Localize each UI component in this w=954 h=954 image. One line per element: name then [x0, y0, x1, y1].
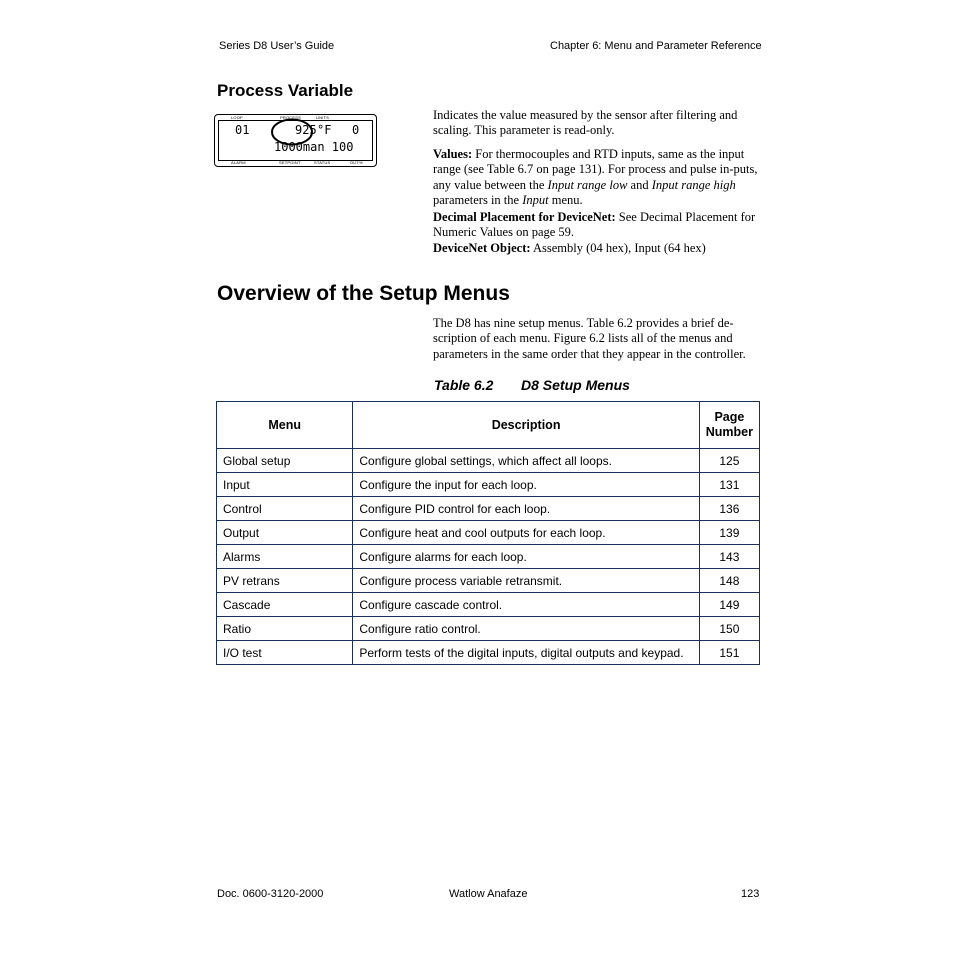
- column-header-description: Description: [353, 402, 699, 449]
- cell-menu: Cascade: [217, 593, 353, 617]
- cell-description: Configure cascade control.: [353, 593, 699, 617]
- controller-display-figure: [214, 114, 377, 167]
- pv-description: Indicates the value measured by the sensor after filtering and scaling. This parameter is read-only.: [433, 108, 738, 138]
- display-label-units: UNITS: [316, 115, 329, 120]
- cell-page-number: 148: [699, 569, 759, 593]
- cell-description: Configure process variable retransmit.: [353, 569, 699, 593]
- display-label-setpoint: SETPOINT: [279, 160, 301, 165]
- running-header-left: Series D8 User’s Guide: [219, 40, 335, 52]
- overview-paragraph: The D8 has nine setup menus. Table 6.2 provides a brief de-scription of each menu. Figure 6.2 lists all of the menus and parameters in the same order that they appear in the controller.: [433, 316, 746, 361]
- table-row: [217, 569, 760, 593]
- cell-description: Configure ratio control.: [353, 617, 699, 641]
- cell-menu: Alarms: [217, 545, 353, 569]
- table-row: [217, 449, 760, 473]
- pv-decimal-paragraph: [433, 210, 769, 241]
- cell-description: Configure alarms for each loop.: [353, 545, 699, 569]
- values-text-and: and: [627, 177, 652, 192]
- cell-description: Configure global settings, which affect all loops.: [353, 449, 699, 473]
- display-units: °F: [317, 123, 332, 137]
- cell-description: Perform tests of the digital inputs, digital outputs and keypad.: [353, 641, 699, 665]
- cell-page-number: 143: [699, 545, 759, 569]
- display-label-out: OUT%: [350, 160, 363, 165]
- table-row: [217, 593, 760, 617]
- overview-heading: Overview of the Setup Menus: [217, 282, 510, 305]
- values-text-menu: menu.: [548, 193, 583, 208]
- table-caption: [434, 377, 630, 393]
- process-variable-heading: Process Variable: [217, 81, 354, 100]
- display-process-value: 925: [295, 123, 317, 137]
- values-italic-input: Input: [522, 193, 549, 208]
- display-alarm-value: 0: [352, 123, 360, 137]
- values-label: Values:: [433, 147, 473, 161]
- cell-menu: PV retrans: [217, 569, 353, 593]
- values-text-params: parameters in the: [433, 193, 523, 208]
- display-label-status: STATUS: [314, 160, 331, 165]
- values-italic-low: Input range low: [547, 177, 628, 192]
- cell-page-number: 151: [699, 641, 759, 665]
- cell-page-number: 150: [699, 617, 759, 641]
- cell-page-number: 149: [699, 593, 759, 617]
- table-number: Table 6.2: [434, 377, 494, 393]
- cell-menu: Input: [217, 473, 353, 497]
- cell-menu: Output: [217, 521, 353, 545]
- values-text: For thermocouples and RTD inputs, same as the input range (see Table 6.7 on page 131). For process and pulse in-puts, any value between the: [433, 147, 758, 192]
- table-row: [217, 545, 760, 569]
- column-header-menu: Menu: [217, 402, 353, 449]
- display-second-row: 1000man 100: [274, 140, 354, 154]
- cell-page-number: 131: [699, 473, 759, 497]
- display-label-loop: LOOP: [231, 115, 243, 120]
- pv-devicenet-paragraph: [433, 241, 769, 256]
- display-loop-number: 01: [235, 123, 250, 137]
- table-row: [217, 641, 760, 665]
- cell-page-number: 139: [699, 521, 759, 545]
- running-header-right: Chapter 6: Menu and Parameter Reference: [550, 40, 762, 52]
- cell-page-number: 125: [699, 449, 759, 473]
- cell-menu: I/O test: [217, 641, 353, 665]
- column-header-page-number: Page Number: [699, 402, 759, 449]
- cell-description: Configure PID control for each loop.: [353, 497, 699, 521]
- setup-menus-table: [216, 401, 760, 665]
- decimal-text: See Decimal Placement for Numeric Values on page 59.: [433, 210, 756, 240]
- table-header-row: [217, 402, 760, 449]
- decimal-label: Decimal Placement for DeviceNet:: [433, 210, 616, 224]
- footer-page-number: 123: [741, 888, 760, 900]
- pv-values-paragraph: [433, 147, 769, 209]
- cell-page-number: 136: [699, 497, 759, 521]
- cell-description: Configure the input for each loop.: [353, 473, 699, 497]
- cell-description: Configure heat and cool outputs for each loop.: [353, 521, 699, 545]
- footer-doc-number: Doc. 0600-3120-2000: [217, 888, 324, 900]
- display-label-alarm: ALARM: [231, 160, 246, 165]
- footer-company: Watlow Anafaze: [449, 888, 528, 900]
- table-row: [217, 473, 760, 497]
- devicenet-label: DeviceNet Object:: [433, 241, 531, 255]
- cell-menu: Global setup: [217, 449, 353, 473]
- table-row: [217, 497, 760, 521]
- devicenet-text: Assembly (04 hex), Input (64 hex): [530, 241, 706, 255]
- table-row: [217, 617, 760, 641]
- table-title: D8 Setup Menus: [521, 377, 630, 393]
- display-label-process: PROCESS: [280, 115, 301, 120]
- cell-menu: Control: [217, 497, 353, 521]
- table-row: [217, 521, 760, 545]
- values-italic-high: Input range high: [651, 177, 736, 192]
- highlight-circle: [270, 117, 316, 147]
- cell-menu: Ratio: [217, 617, 353, 641]
